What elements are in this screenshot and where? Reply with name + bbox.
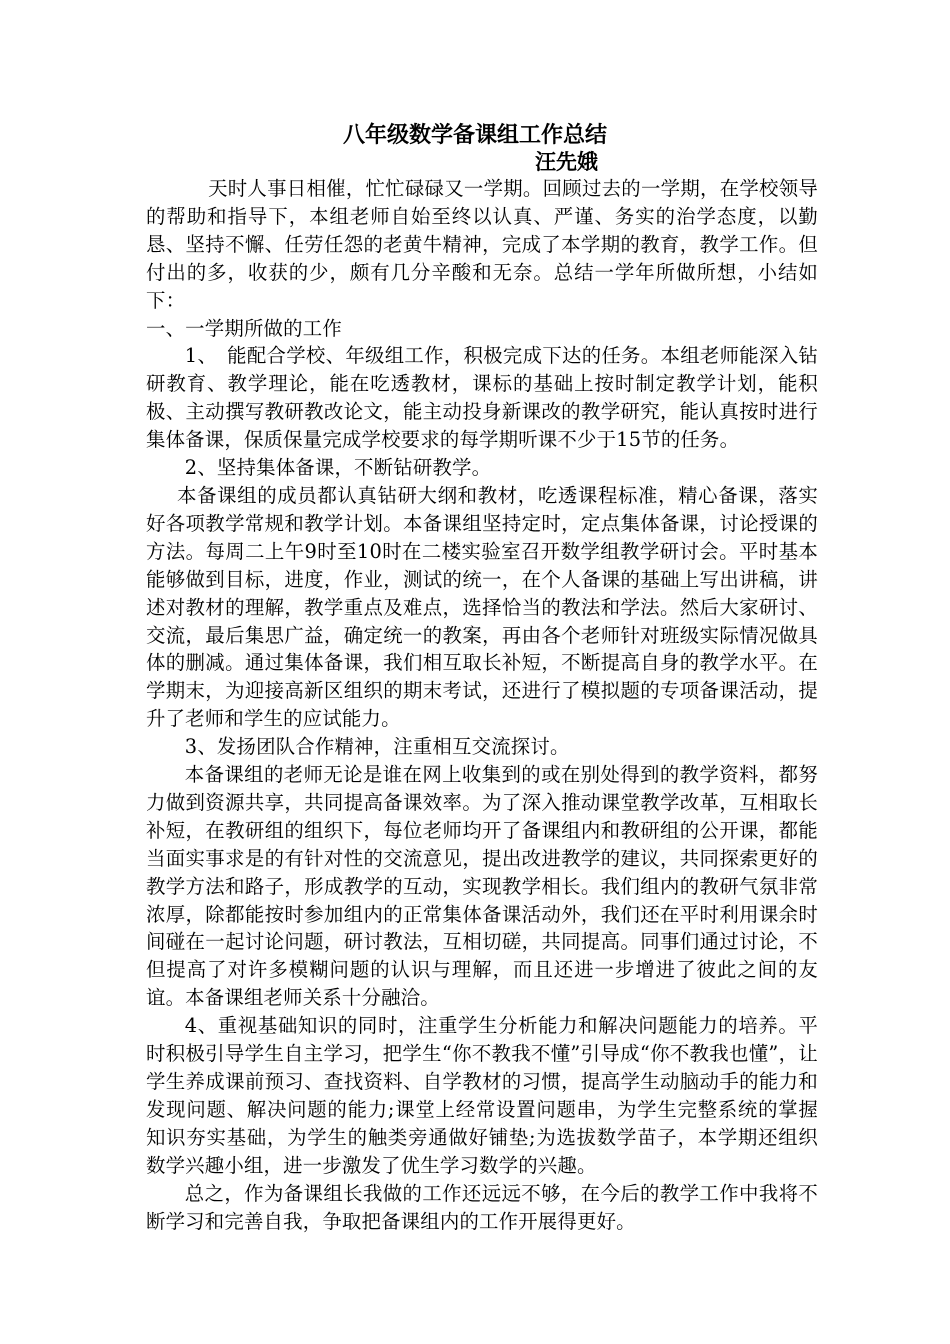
paragraph-item-3-heading: 3、发扬团队合作精神，注重相互交流探讨。: [184, 735, 570, 759]
document-body: [146, 175, 818, 1235]
document-title: 八年级数学备课组工作总结: [342, 122, 607, 148]
paragraph-intro: 天时人事日相催，忙忙碌碌又一学期。回顾过去的一学期，在学校领导的帮助和指导下，本组老师自始至终以认真、严谨、务实的治学态度，以勤恳、坚持不懈、任劳任怨的老黄牛精神，完成了本学期的教育，教学工作。但付出的多，收获的少，颇有几分辛酸和无奈。总结一学年所做所想，小结如下：: [146, 177, 818, 312]
paragraph-conclusion: 总之，作为备课组长我做的工作还远远不够，在今后的教学工作中我将不断学习和完善自我，争取把备课组内的工作开展得更好。: [146, 1181, 818, 1233]
paragraph-item-1: 1、 能配合学校、年级组工作，积极完成下达的任务。本组老师能深入钻研教育、教学理论，能在吃透教材，课标的基础上按时制定教学计划，能积极、主动撰写教研教改论文，能主动投身新课改的教学研究，能认真按时进行集体备课，保质保量完成学校要求的每学期听课不少于15节的任务。: [146, 344, 818, 452]
section-heading-work: 一、一学期所做的工作: [146, 316, 342, 340]
paragraph-item-2-heading: 2、坚持集体备课，不断钻研教学。: [184, 456, 492, 480]
paragraph-item-3-body: 本备课组的老师无论是谁在网上收集到的或在别处得到的教学资料，都努力做到资源共享，共同提高备课效率。为了深入推动课堂教学改革，互相取长补短，在教研组的组织下，每位老师均开了备课组内和教研组的公开课，都能当面实事求是的有针对性的交流意见，提出改进教学的建议，共同探索更好的教学方法和路子，形成教学的互动，实现教学相长。我们组内的教研气氛非常浓厚，除都能按时参加组内的正常集体备课活动外，我们还在平时利用课余时间碰在一起讨论问题，研讨教法，互相切磋，共同提高。同事们通过讨论，不但提高了对许多模糊问题的认识与理解，而且还进一步增进了彼此之间的友谊。本备课组老师关系十分融洽。: [146, 763, 818, 1010]
document-author: 汪先娥: [535, 149, 598, 174]
paragraph-item-4: 4、重视基础知识的同时，注重学生分析能力和解决问题能力的培养。平时积极引导学生自主学习，把学生“你不教我不懂”引导成“你不教我也懂”，让学生养成课前预习、查找资料、自学教材的习惯，提高学生动脑动手的能力和发现问题、解决问题的能力;课堂上经常设置问题串，为学生完整系统的掌握知识夯实基础，为学生的触类旁通做好铺垫;为选拔数学苗子，本学期还组织数学兴趣小组，进一步激发了优生学习数学的兴趣。: [146, 1014, 818, 1177]
paragraph-item-2-body: 本备课组的成员都认真钻研大纲和教材，吃透课程标准，精心备课，落实好各项教学常规和教学计划。本备课组坚持定时，定点集体备课，讨论授课的方法。每周二上午9时至10时在二楼实验室召开数学组教学研讨会。平时基本能够做到目标，进度，作业，测试的统一，在个人备课的基础上写出讲稿，讲述对教材的理解，教学重点及难点，选择恰当的教法和学法。然后大家研讨、交流，最后集思广益，确定统一的教案，再由各个老师针对班级实际情况做具体的删减。通过集体备课，我们相互取长补短，不断提高自身的教学水平。在学期末，为迎接高新区组织的期末考试，还进行了模拟题的专项备课活动，提升了老师和学生的应试能力。: [146, 483, 818, 731]
